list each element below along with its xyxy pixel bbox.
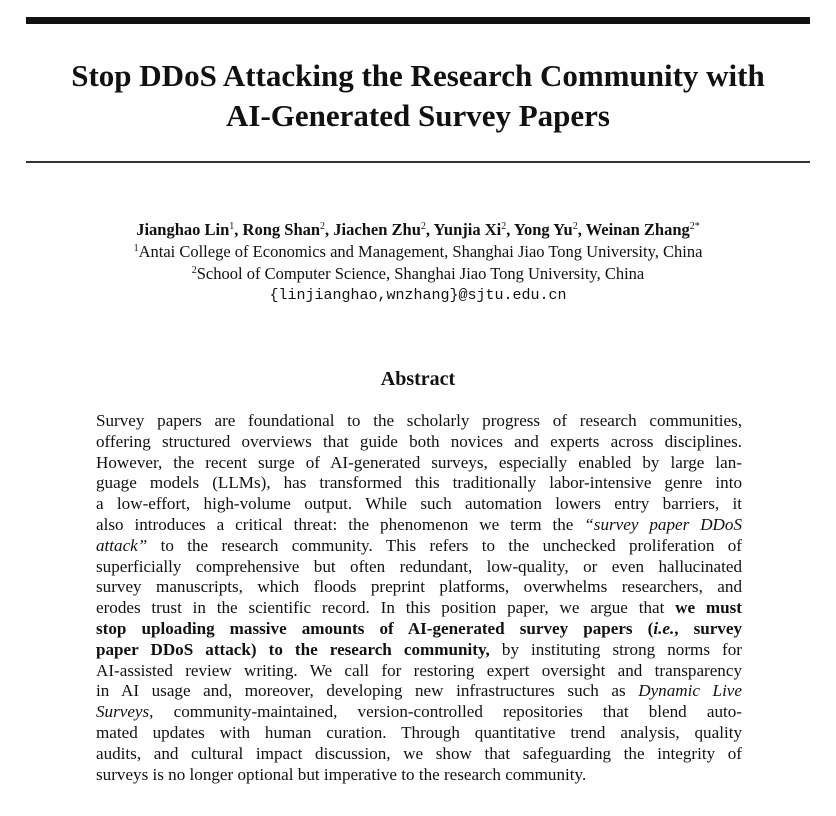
abstract-text: i.e. — [653, 618, 675, 638]
author-name: Weinan Zhang — [585, 220, 690, 239]
abstract-text: also introduces a critical threat: the phenomenon we term the — [96, 514, 585, 534]
abstract-text: paper DDoS attack) to the research community, — [96, 639, 490, 659]
abstract-text: However, the recent surge of AI-generated surveys, especially enabled by large lan- — [96, 452, 742, 472]
affiliation-1 — [0, 241, 836, 263]
abstract-text: to the research community. This refers to the unchecked proliferation of — [147, 535, 742, 555]
abstract-text: in AI usage and, moreover, developing new infrastructures such as — [96, 681, 639, 701]
abstract-line — [96, 577, 742, 598]
abstract-text: , community-maintained, version-controlled repositories that blend auto- — [149, 702, 742, 722]
title-top-rule — [26, 17, 810, 24]
author-affiliation-marker: 2* — [689, 221, 700, 232]
author-separator: , — [506, 220, 514, 239]
abstract-line — [96, 515, 742, 536]
author-affiliation-marker: 2 — [572, 221, 578, 232]
abstract-text: offering structured overviews that guide both novices and experts across disciplines. — [96, 431, 742, 451]
abstract-line — [96, 453, 742, 474]
abstract-text: guage models (LLMs), has transformed this traditionally labor-intensive genre into — [96, 473, 742, 493]
abstract-text: “survey paper DDoS — [584, 514, 742, 534]
abstract-line — [96, 723, 742, 744]
abstract-text: erodes trust in the scientific record. In this position paper, we argue that — [96, 598, 676, 618]
author-separator: , — [234, 220, 243, 239]
author-list — [0, 219, 836, 241]
abstract-text: attack” — [96, 535, 148, 555]
affiliation-marker: 1 — [133, 243, 139, 254]
affiliation-text: School of Computer Science, Shanghai Jiao Tong University, China — [196, 264, 645, 283]
author-name: Yong Yu — [513, 220, 573, 239]
author-name: Rong Shan — [242, 220, 321, 239]
paper-title-line: Stop DDoS Attacking the Research Community with — [71, 58, 765, 93]
affiliation-2 — [0, 263, 836, 285]
abstract-text: surveys is no longer optional but imperative to the research community. — [96, 764, 587, 784]
abstract-text: survey manuscripts, which floods preprint platforms, overwhelms researchers, and — [96, 577, 742, 597]
abstract-text: mated updates with human curation. Through quantitative trend analysis, quality — [96, 722, 742, 742]
abstract-text: superficially comprehensive but often redundant, low-quality, or even hallucinated — [96, 556, 742, 576]
author-affiliation-marker: 2 — [320, 221, 326, 232]
abstract-line — [96, 494, 742, 515]
paper-title-line: AI-Generated Survey Papers — [226, 98, 610, 133]
author-separator: , — [325, 220, 334, 239]
abstract-line — [96, 536, 742, 557]
author-affiliation-marker: 2 — [420, 221, 426, 232]
author-name: Jianghao Lin — [136, 220, 230, 239]
abstract-line — [96, 432, 742, 453]
abstract-text: by instituting strong norms for — [489, 639, 742, 659]
abstract-text: a low-effort, high-volume output. While such automation lowers entry barriers, it — [96, 494, 742, 514]
abstract-text: AI-assisted review writing. We call for restoring expert oversight and transparency — [96, 660, 742, 680]
abstract-line — [96, 661, 742, 682]
author-affiliation-marker: 2 — [501, 221, 507, 232]
abstract-text: Dynamic Live — [638, 681, 742, 701]
affiliation-marker: 2 — [191, 265, 197, 276]
abstract-body — [96, 411, 742, 785]
abstract-line — [96, 702, 742, 723]
paper-title — [0, 56, 836, 136]
abstract-line — [96, 411, 742, 432]
contact-email: {linjianghao,wnzhang}@sjtu.edu.cn — [269, 287, 567, 304]
author-affiliation-marker: 1 — [229, 221, 235, 232]
author-block — [0, 219, 836, 307]
abstract-line — [96, 744, 742, 765]
author-separator: , — [577, 220, 586, 239]
author-name: Jiachen Zhu — [333, 220, 421, 239]
abstract-line — [96, 598, 742, 619]
abstract-text: Surveys — [96, 702, 150, 722]
author-separator: , — [425, 220, 434, 239]
abstract-line — [96, 619, 742, 640]
affiliation-text: Antai College of Economics and Management, Shanghai Jiao Tong University, China — [138, 242, 703, 261]
author-name: Yunjia Xi — [433, 220, 502, 239]
abstract-heading: Abstract — [380, 368, 456, 390]
abstract-line — [96, 681, 742, 702]
abstract-line — [96, 765, 742, 786]
abstract-line — [96, 640, 742, 661]
abstract-text: audits, and cultural impact discussion, we show that safeguarding the integrity of — [96, 743, 742, 763]
abstract-text: stop uploading massive amounts of AI-generated survey papers ( — [96, 618, 654, 638]
abstract-line — [96, 473, 742, 494]
abstract-text: we must — [675, 598, 742, 618]
abstract-line — [96, 557, 742, 578]
title-bottom-rule — [26, 161, 810, 163]
abstract-text: , survey — [674, 618, 742, 638]
abstract-text: Survey papers are foundational to the scholarly progress of research communities, — [96, 411, 742, 430]
